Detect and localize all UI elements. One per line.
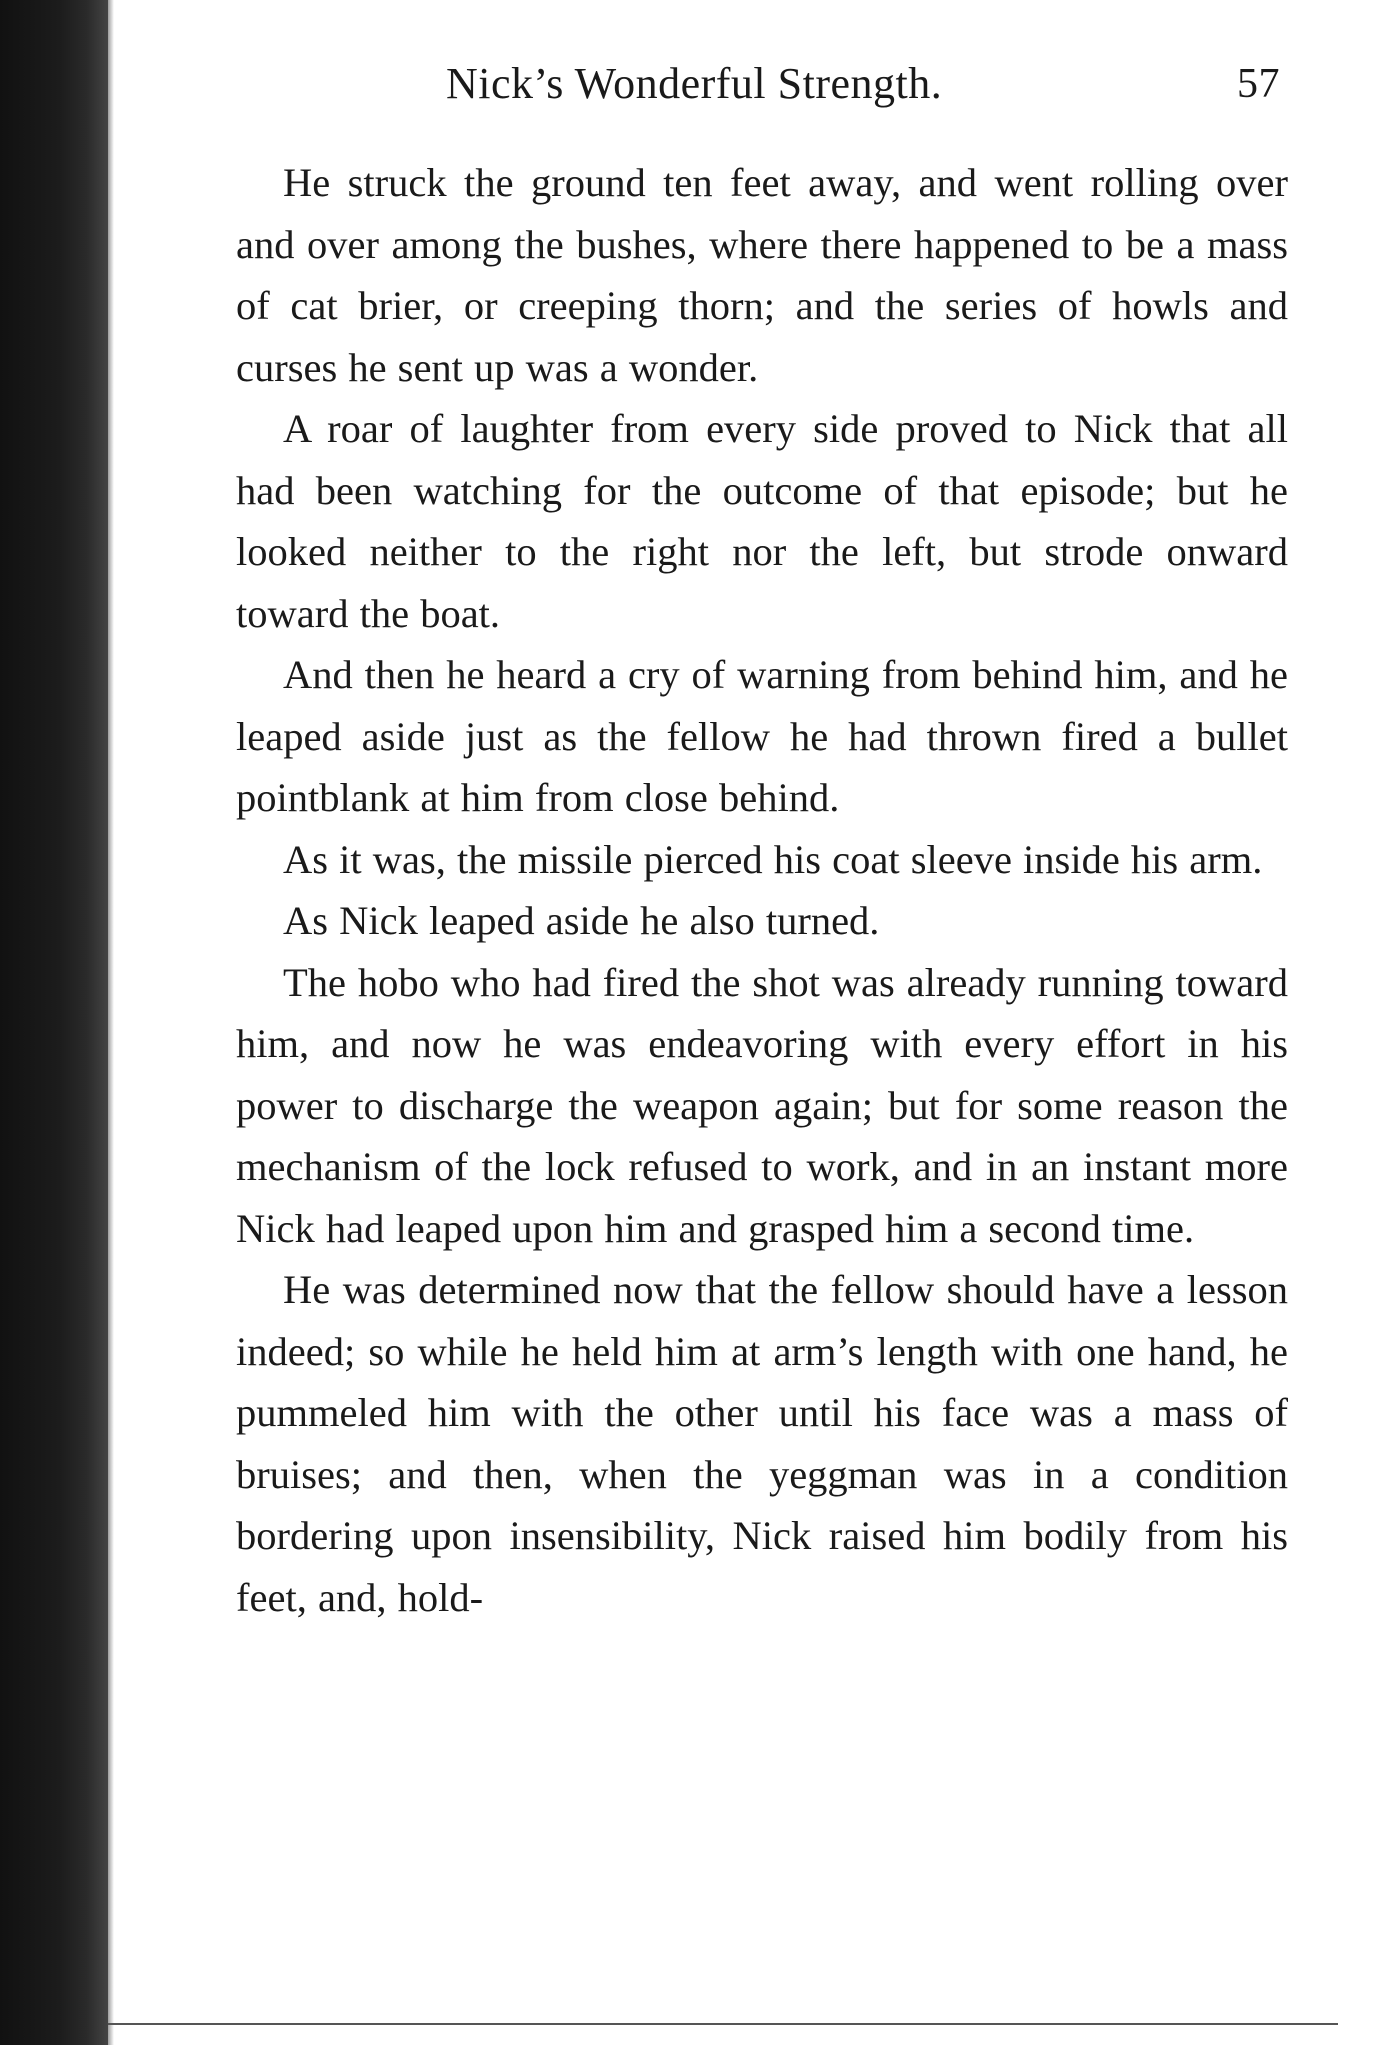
bottom-rule <box>108 2023 1338 2025</box>
paragraph-6: The hobo who had fired the shot was already running toward him, and now he was endeavoring with every effort in his power to discharge the weapon again; but for some reason the mechanism of the lock refused to work, and in an instant more Nick had leaped upon him and grasped him a second time. <box>236 959 1288 1251</box>
paragraph-3: And then he heard a cry of warning from behind him, and he leaped aside just as the fellow he had thrown fired a bullet pointblank at him from close behind. <box>236 652 1288 820</box>
paragraph-1: He struck the ground ten feet away, and went rolling over and over among the bushes, where there happened to be a mass of cat brier, or creeping thorn; and the series of howls and curses he sent up was a wonder. <box>236 160 1288 390</box>
page-number: 57 <box>1237 61 1280 107</box>
paragraph-2: A roar of laughter from every side proved to Nick that all had been watching for the outcome of that episode; but he looked neither to the right nor the left, but strode onward toward the boat. <box>236 406 1288 636</box>
paragraph-7: He was determined now that the fellow should have a lesson indeed; so while he held him at arm’s length with one hand, he pummeled him with the other until his face was a mass of bruises; and then, when the yeggman was in a condition bordering upon insensibility, Nick raised him bodily from his feet, and, hold- <box>236 1267 1288 1620</box>
paragraph-5: As Nick leaped aside he also turned. <box>283 898 880 943</box>
paragraph-4: As it was, the missile pierced his coat sleeve inside his arm. <box>283 836 1263 882</box>
body-text <box>236 152 1288 1628</box>
book-page <box>236 50 1288 1628</box>
running-head <box>236 50 1288 120</box>
binding-edge <box>0 0 108 2045</box>
running-title: Nick’s Wonderful Strength. <box>446 59 943 108</box>
